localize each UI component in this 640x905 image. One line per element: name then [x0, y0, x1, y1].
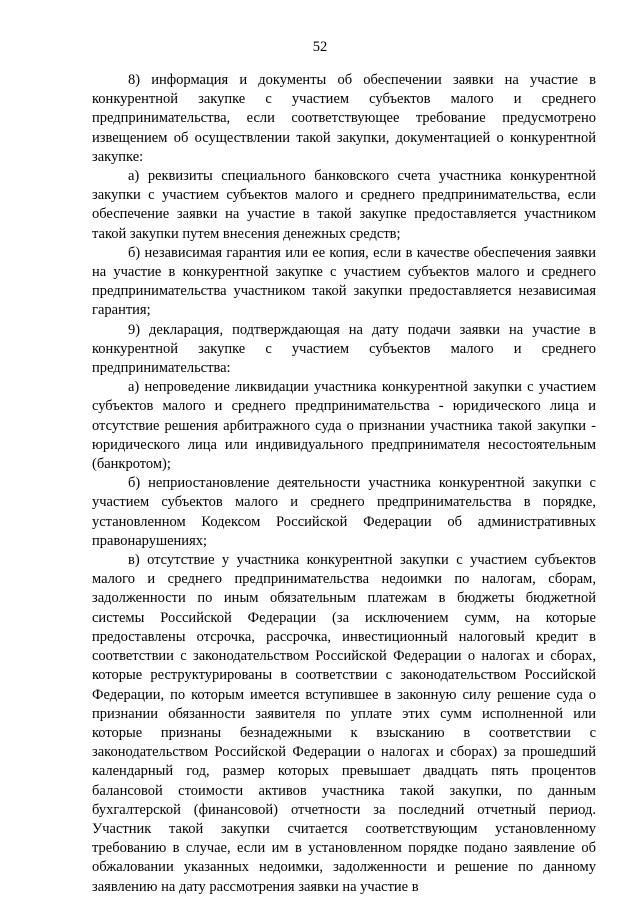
- paragraph-item-9v: в) отсутствие у участника конкурентной закупки с участием субъектов малого и среднего предпринимательства недоимки по налогам, сборам, задолженности по иным обязательным платежам в бюджеты бюджетной системы Российской Федерации (за исключением сумм, на которые предоставлены отсрочка, рассрочка, инвестиционный налоговый кредит в соответствии с законодательством Российской Федерации о налогах и сборах, которые реструктурированы в соответствии с законодательством Российской Федерации, по которым имеется вступившее в законную силу решение суда о признании обязанности заявителя по уплате этих сумм исполненной или которые признаны безнадежными к взысканию в соответствии с законодательством Российской Федерации о налогах и сборах) за прошедший календарный год, размер которых превышает двадцать пять процентов балансовой стоимости активов участника такой закупки, по данным бухгалтерской (финансовой) отчетности за последний отчетный период. Участник такой закупки считается соответствующим установленному требованию в случае, если им в установленном порядке подано заявление об обжаловании указанных недоимки, задолженности и решение по данному заявлению на дату рассмотрения заявки на участие в: [92, 552, 596, 895]
- paragraph-item-8b: б) независимая гарантия или ее копия, если в качестве обеспечения заявки на участие в конкурентной закупке с участием субъектов малого и среднего предпринимательства участником такой закупки предоставляется независимая гарантия;: [92, 244, 596, 319]
- paragraph-item-8: 8) информация и документы об обеспечении заявки на участие в конкурентной закупке с участием субъектов малого и среднего предпринимательства, если соответствующее требование предусмотрено извещением об осуществлении такой закупки, документацией о конкурентной закупке:: [92, 72, 596, 165]
- paragraph-item-8a: а) реквизиты специального банковского счета участника конкурентной закупки с участием субъектов малого и среднего предпринимательства, если обеспечение заявки на участие в такой закупке предоставляется участником такой закупки путем внесения денежных средств;: [92, 168, 596, 242]
- page-number: 52: [312, 39, 328, 55]
- paragraph-item-9: 9) декларация, подтверждающая на дату подачи заявки на участие в конкурентной закупке с участием субъектов малого и среднего предпринимательства:: [92, 321, 596, 377]
- paragraph-item-9b: б) неприостановление деятельности участника конкурентной закупки с участием субъектов малого и среднего предпринимательства в порядке, установленном Кодексом Российской Федерации об административных правонарушениях;: [92, 475, 596, 549]
- paragraph-item-9a: а) непроведение ликвидации участника конкурентной закупки с участием субъектов малого и среднего предпринимательства - юридического лица и отсутствие решения арбитражного суда о признании участника такой закупки - юридического лица или индивидуального предпринимателя несостоятельным (банкротом);: [92, 379, 596, 473]
- document-body: [92, 71, 596, 897]
